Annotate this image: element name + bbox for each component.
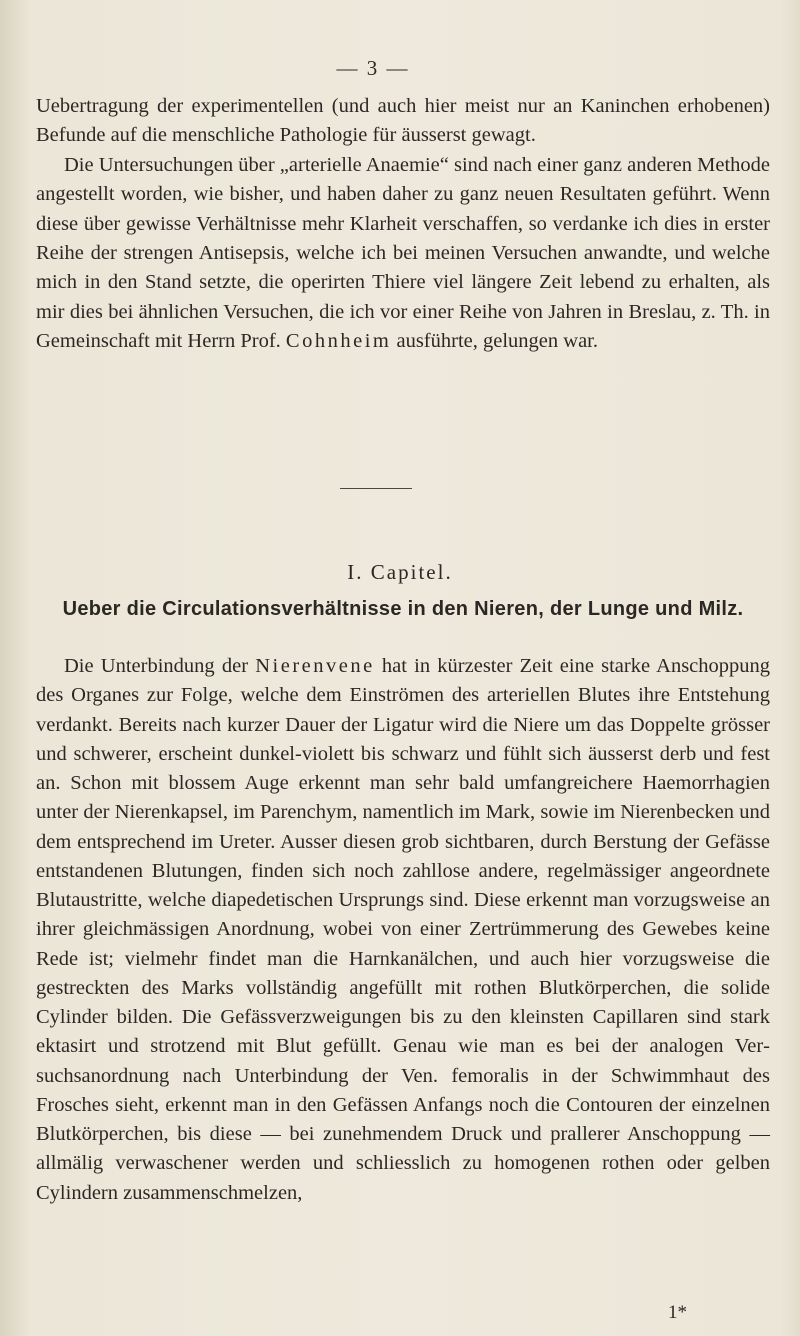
signature-mark: 1* — [668, 1302, 687, 1323]
section-divider — [340, 488, 412, 489]
body-rest: hat in kürzester Zeit eine starke Anschoppung des Organes zur Folge, welche dem Einströmen des arteriellen Blutes ihre Entstehung verdankt. Bereits nach kurzer Dauer der Ligatur wird die Niere um das Doppelte grösser und schwerer, erscheint dunkel-violett bis schwarz und fühlt sich äusserst derb und fest an. Schon mit blossem Auge erkennt man sehr bald umfangreichere Haemorrhagien unter der Nierenkapsel, im Parenchym, namentlich im Mark, sowie im Nierenbecken und dem entsprechend im Ureter. Ausser diesen grob sichtbaren, durch Berstung der Gefässe entstandenen Blutungen, finden sich noch zahllose andere, regelmässiger angeordnete Blutaustritte, welche diapedetischen Ursprungs sind. Diese erkennt man vorzugsweise an ihrer gleichmässigen Anordnung, wobei von einer Zertrümmerung des Gewebes keine Rede ist; vielmehr findet man die Harnkanälchen, und auch hier vorzugsweise die gestreckten des Marks vollständig angefüllt mit rothen Blutkörperchen, die solide Cylinder bilden. Die Gefässverzweigungen bis zu den kleinsten Capillaren sind stark ektasirt und strotzend mit Blut gefüllt. Genau wie man es bei der analogen Versuchsanordnung nach Unterbindung der Ven. femoralis in der Schwimmhaut des Frosches sieht, erkennt man in den Gefässen Anfangs noch die Contouren der einzelnen Blutkörperchen, bis diese — bei zunehmendem Druck und prallerer Anschoppung — allmälig verwaschener werden und schliesslich zu homogenen rothen oder gelben Cylindern zusammenschmelzen, — [36, 655, 771, 1204]
intro-paragraph-2-end: ausführte, gelungen war. — [396, 330, 598, 353]
body-paragraph — [36, 652, 770, 1208]
intro-section — [36, 92, 770, 357]
chapter-title: Ueber die Circulationsverhältnisse in den Nieren, der Lunge und Milz. — [62, 598, 744, 620]
intro-paragraph-1: Uebertragung der experimentellen (und auch hier meist nur an Kaninchen erhobenen) Befunde auf die menschliche Pathologie für äusserst gewagt. — [36, 95, 770, 147]
intro-paragraph-2 — [36, 151, 770, 357]
chapter-number: I. Capitel. — [347, 560, 453, 584]
body-start: Die Unterbindung der — [64, 655, 249, 677]
spaced-term: Nierenvene — [255, 655, 375, 677]
page-number: — 3 — — [336, 56, 410, 80]
intro-paragraph-2-text: Die Untersuchungen über „arterielle Anaemie“ sind nach einer ganz anderen Methode angestellt worden, wie bisher, und haben daher zu ganz neuen Resultaten geführt. Wenn diese über gewisse Verhältnisse mehr Klarheit verschaffen, so verdanke ich dies in erster Reihe der strengen Antisepsis, welche ich bei meinen Versuchen anwandte, und welche mich in den Stand setzte, die operirten Thiere viel längere Zeit lebend zu erhalten, als mir dies bei ähnlichen Versuchen, die ich vor einer Reihe von Jahren in Breslau, z. Th. in Gemeinschaft mit Herrn Prof. — [36, 153, 770, 353]
spaced-name: Cohnheim — [285, 330, 392, 353]
body-section — [36, 652, 770, 1208]
